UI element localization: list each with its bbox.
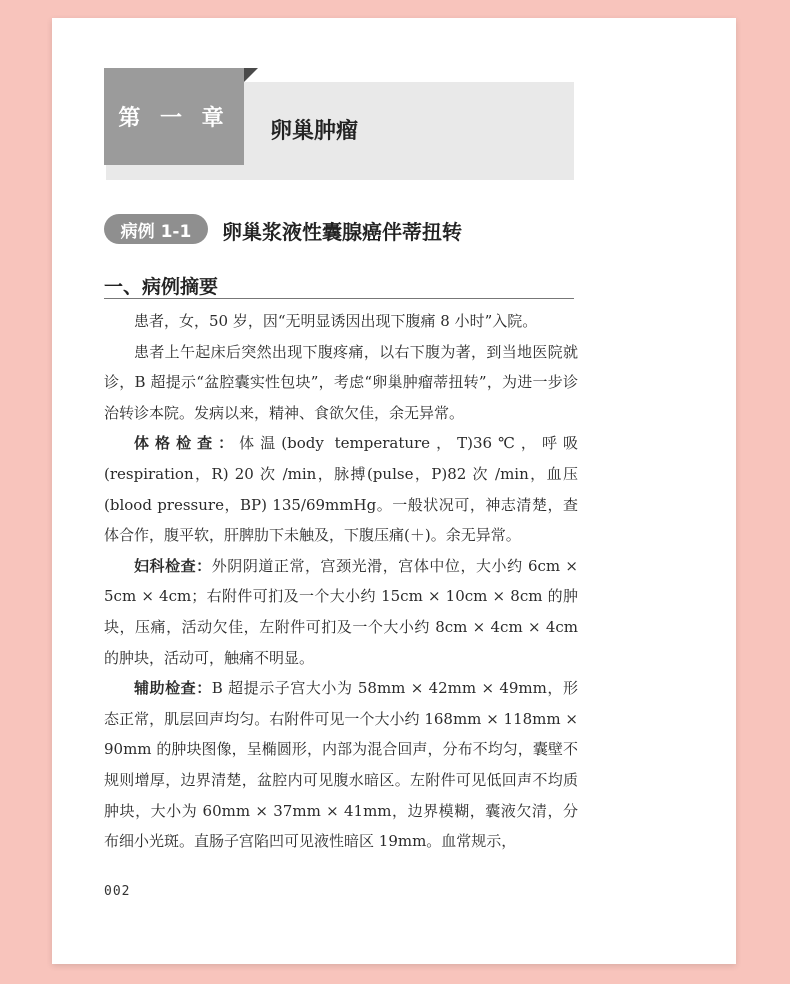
chapter-title: 卵巢肿瘤 (270, 119, 359, 144)
physical-exam-text: 体温(body temperature，T)36℃，呼吸(respiration，R) 20 次 /min，脉搏(pulse，P)82 次 /min，血压(blood pressure，BP) 135/69mmHg。一般状况可，神志清楚，查体合作，腹平软，肝脾肋下未触及，下腹压痛(＋)。余无异常。 (104, 434, 578, 545)
paragraph-gyn-exam (104, 551, 578, 673)
paragraph-history: 患者上午起床后突然出现下腹疼痛，以右下腹为著，到当地医院就诊，B 超提示“盆腔囊实性包块”，考虑“卵巢肿瘤蒂扭转”，为进一步诊治转诊本院。发病以来，精神、食欲欠佳，余无异常。 (104, 342, 578, 422)
gyn-exam-text: 外阴阴道正常，宫颈光滑，宫体中位，大小约 6cm × 5cm × 4cm；右附件可扪及一个大小约 15cm × 10cm × 8cm 的肿块，压痛，活动欠佳，左附件可扪及一个大小约 8cm × 4cm × 4cm 的肿块，活动可，触痛不明显。 (104, 556, 578, 667)
physical-exam-label: 体格检查： (134, 434, 240, 453)
chapter-tab-fold (244, 68, 258, 82)
paragraph-auxiliary-exam (104, 673, 578, 857)
section-heading: 一、病例摘要 (104, 276, 219, 298)
auxiliary-exam-text: B 超提示子宫大小为 58mm × 42mm × 49mm，形态正常，肌层回声均匀。右附件可见一个大小约 168mm × 118mm × 90mm 的肿块图像，呈椭圆形，内部为混合回声，分布不均匀，囊壁不规则增厚，边界清楚，盆腔内可见腹水暗区。左附件可见低回声不均质肿块，大小为 60mm × 37mm × 41mm，边界模糊，囊液欠清，分布细小光斑。直肠子宫陷凹可见液性暗区 19mm。血常规示， (104, 679, 578, 851)
case-title: 卵巢浆液性囊腺癌伴蒂扭转 (222, 220, 462, 244)
gyn-exam-label: 妇科检查： (134, 556, 212, 575)
section-divider (104, 298, 574, 299)
auxiliary-exam-label: 辅助检查： (134, 679, 212, 698)
case-badge: 病例 1-1 (104, 214, 208, 244)
case-summary-body (104, 306, 578, 857)
paragraph-chief-complaint: 患者，女，50 岁，因“无明显诱因出现下腹痛 8 小时”入院。 (134, 312, 538, 330)
chapter-number-label: 第 一 章 (118, 106, 230, 131)
page-number: 002 (104, 884, 131, 899)
paragraph-physical-exam (104, 428, 578, 550)
